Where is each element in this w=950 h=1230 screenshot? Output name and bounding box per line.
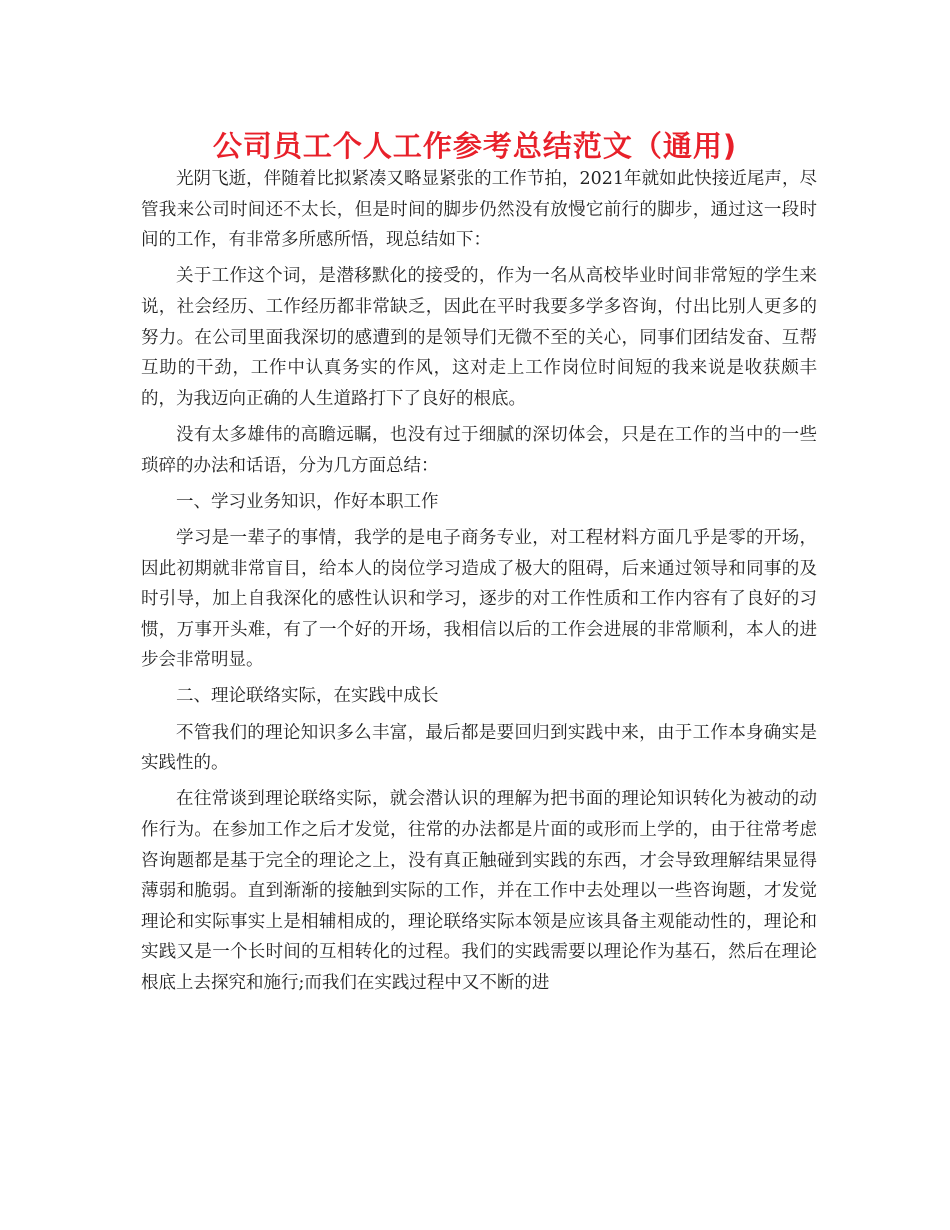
document-body: [141, 164, 817, 1004]
document-title: 公司员工个人工作参考总结范文（通用): [212, 129, 738, 163]
paragraph-theory-practice: 在往常谈到理论联络实际，就会潜认识的理解为把书面的理论知识转化为被动的动作行为。在参加工作之后才发觉，往常的办法都是片面的或形而上学的，由于往常考虑咨询题都是基于完全的理论之上，没有真正触碰到实践的东西，才会导致理解结果显得薄弱和脆弱。直到渐渐的接触到实际的工作，并在工作中去处理以一些咨询题，才发觉理论和实际事实上是相辅相成的，理论联络实际本领是应该具备主观能动性的，理论和实践又是一个长时间的互相转化的过程。我们的实践需要以理论作为基石，然后在理论根底上去探究和施行;而我们在实践过程中又不断的进: [141, 789, 817, 993]
paragraph-practice: 不管我们的理论知识多么丰富，最后都是要回归到实践中来，由于工作本身确实是实践性的。: [141, 722, 817, 774]
section-heading-1: 一、学习业务知识，作好本职工作: [176, 491, 439, 512]
section-heading-2: 二、理论联络实际，在实践中成长: [176, 686, 439, 707]
paragraph-summary-lead: 没有太多雄伟的高瞻远瞩，也没有过于细腻的深切体会，只是在工作的当中的一些琐碎的办法和话语，分为几方面总结：: [141, 424, 817, 476]
paragraph-learning: 学习是一辈子的事情，我学的是电子商务专业，对工程材料方面几乎是零的开场，因此初期就非常盲目，给本人的岗位学习造成了极大的阻碍，后来通过领导和同事的及时引导，加上自我深化的感性认识和学习，逐步的对工作性质和工作内容有了良好的习惯，万事开头难，有了一个好的开场，我相信以后的工作会进展的非常顺利，本人的进步会非常明显。: [141, 527, 817, 671]
paragraph-work-understanding: 关于工作这个词，是潜移默化的接受的，作为一名从高校毕业时间非常短的学生来说，社会经历、工作经历都非常缺乏，因此在平时我要多学多咨询，付出比别人更多的努力。在公司里面我深切的感遭到的是领导们无微不至的关心，同事们团结发奋、互帮互助的干劲，工作中认真务实的作风，这对走上工作岗位时间短的我来说是收获颇丰的，为我迈向正确的人生道路打下了良好的根底。: [141, 266, 817, 409]
paragraph-intro: 光阴飞逝，伴随着比拟紧凑又略显紧张的工作节拍，2021年就如此快接近尾声，尽管我来公司时间还不太长，但是时间的脚步仍然没有放慢它前行的脚步，通过这一段时间的工作，有非常多所感所悟，现总结如下：: [141, 169, 817, 251]
